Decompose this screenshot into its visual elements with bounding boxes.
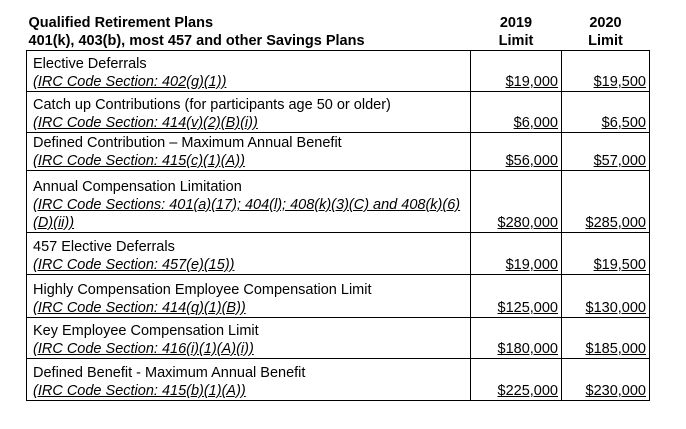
row-description	[27, 51, 471, 92]
irc-code: (IRC Code Section: 414(v)(2)(B)(i))	[33, 115, 258, 131]
limit-2019-cell	[471, 275, 562, 318]
row-description	[27, 318, 471, 359]
year-2019-label: 2019	[499, 15, 533, 31]
limit-2019-value: $56,000	[505, 153, 558, 169]
limit-2020-value: $285,000	[585, 215, 646, 231]
limit-2020-cell	[562, 51, 650, 92]
table-row	[27, 133, 650, 171]
row-title: 457 Elective Deferrals	[33, 239, 175, 255]
limit-2020-value: $19,500	[593, 74, 646, 90]
row-title: Elective Deferrals	[33, 56, 147, 72]
irc-code: (IRC Code Section: 457(e)(15))	[33, 257, 235, 273]
irc-code: (IRC Code Sections: 401(a)(17); 404(l); 408(k)(3)(C) and 408(k)(6)(D)(ii))	[33, 197, 461, 231]
year-2019-header	[471, 8, 562, 51]
year-2019-limit-label: Limit	[498, 33, 534, 49]
limit-2020-value: $19,500	[593, 257, 646, 273]
limit-2019-value: $19,000	[505, 257, 558, 273]
limit-2019-value: $6,000	[513, 115, 558, 131]
row-description	[27, 92, 471, 133]
table-row	[27, 233, 650, 275]
row-title: Annual Compensation Limitation	[33, 179, 242, 195]
table-row	[27, 171, 650, 233]
limit-2019-value: $125,000	[497, 300, 558, 316]
row-description	[27, 133, 471, 171]
limits-grid	[26, 8, 650, 401]
irc-code: (IRC Code Section: 414(q)(1)(B))	[33, 300, 246, 316]
year-2020-limit-label: Limit	[588, 33, 623, 49]
row-title: Key Employee Compensation Limit	[33, 323, 259, 339]
limit-2020-value: $185,000	[585, 341, 646, 357]
row-description	[27, 275, 471, 318]
limit-2019-cell	[471, 359, 562, 401]
irc-code: (IRC Code Section: 402(g)(1))	[33, 74, 227, 90]
limit-2020-cell	[562, 359, 650, 401]
limit-2019-value: $225,000	[497, 383, 558, 399]
limit-2019-value: $19,000	[505, 74, 558, 90]
limit-2019-cell	[471, 92, 562, 133]
row-title: Defined Benefit - Maximum Annual Benefit	[33, 365, 306, 381]
row-description	[27, 233, 471, 275]
irc-code: (IRC Code Section: 416(i)(1)(A)(i))	[33, 341, 254, 357]
table-row	[27, 318, 650, 359]
limit-2020-cell	[562, 171, 650, 233]
plans-header	[27, 8, 471, 51]
row-title: Catch up Contributions (for participants age 50 or older)	[33, 97, 391, 113]
limit-2019-value: $180,000	[497, 341, 558, 357]
limit-2020-value: $230,000	[585, 383, 646, 399]
row-description	[27, 171, 471, 233]
limit-2020-cell	[562, 133, 650, 171]
limit-2020-cell	[562, 92, 650, 133]
limit-2019-cell	[471, 318, 562, 359]
table-row	[27, 51, 650, 92]
year-2020-header	[562, 8, 650, 51]
limit-2019-value: $280,000	[497, 215, 558, 231]
limit-2019-cell	[471, 133, 562, 171]
limit-2019-cell	[471, 233, 562, 275]
limit-2020-value: $130,000	[585, 300, 646, 316]
row-title: Defined Contribution – Maximum Annual Benefit	[33, 135, 342, 151]
plans-header-subtitle: 401(k), 403(b), most 457 and other Savings Plans	[28, 33, 365, 49]
row-description	[27, 359, 471, 401]
plans-header-title: Qualified Retirement Plans	[28, 15, 214, 31]
irc-code: (IRC Code Section: 415(b)(1)(A))	[33, 383, 246, 399]
year-2020-label: 2020	[589, 15, 622, 31]
header-row	[27, 8, 650, 51]
limit-2020-cell	[562, 233, 650, 275]
table-row	[27, 92, 650, 133]
limit-2020-value: $6,500	[601, 115, 646, 131]
limit-2020-cell	[562, 275, 650, 318]
table-row	[27, 275, 650, 318]
irc-code: (IRC Code Section: 415(c)(1)(A))	[33, 153, 245, 169]
limit-2019-cell	[471, 171, 562, 233]
limit-2020-cell	[562, 318, 650, 359]
limit-2020-value: $57,000	[593, 153, 646, 169]
retirement-limits-table	[26, 8, 649, 401]
limit-2019-cell	[471, 51, 562, 92]
row-title: Highly Compensation Employee Compensation Limit	[33, 282, 372, 298]
table-row	[27, 359, 650, 401]
